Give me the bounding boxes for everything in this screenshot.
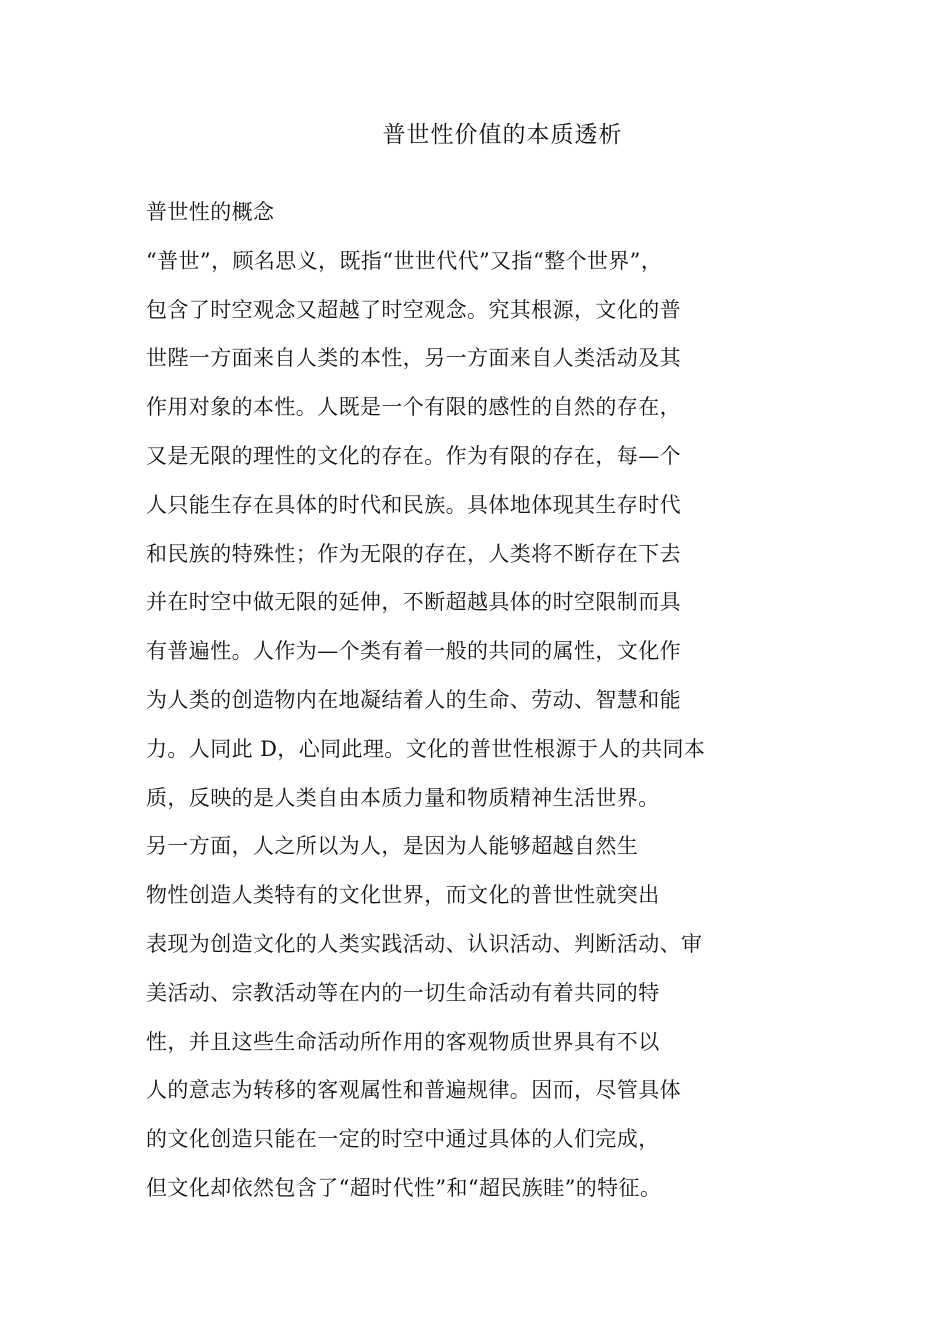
text-line: 又是无限的理性的文化的存在。作为有限的存在，每—个 bbox=[146, 443, 681, 468]
text-line: 另一方面，人之所以为人，是因为人能够超越自然生 bbox=[146, 834, 639, 859]
text-line: 力。人同此 D，心同此理。文化的普世性根源于人的共同本 bbox=[146, 736, 706, 761]
text-line: 表现为创造文化的人类实践活动、认识活动、判断活动、审 bbox=[146, 931, 703, 956]
section-heading: 普世性的概念 bbox=[146, 200, 275, 224]
text-line: 美活动、宗教活动等在内的一切生命活动有着共同的特 bbox=[146, 980, 660, 1005]
text-line: 世陛一方面来自人类的本性，另一方面来自人类活动及其 bbox=[146, 346, 681, 371]
text-line: 有普遍性。人作为—个类有着一般的共同的属性，文化作 bbox=[146, 639, 681, 664]
text-line: 作用对象的本性。人既是一个有限的感性的自然的存在， bbox=[146, 395, 681, 420]
text-line: 人的意志为转移的客观属性和普遍规律。因而，尽管具体 bbox=[146, 1078, 681, 1103]
text-line: 但文化却依然包含了“超时代性”和“超民族眭”的特征。 bbox=[146, 1175, 662, 1200]
document-title: 普世性价值的本质透析 bbox=[382, 122, 623, 148]
text-line: 人只能生存在具体的时代和民族。具体地体现其生存时代 bbox=[146, 492, 681, 517]
text-line: 物性创造人类特有的文化世界，而文化的普世性就突出 bbox=[146, 883, 660, 908]
text-line: 质，反映的是人类自由本质力量和物质精神生活世界。 bbox=[146, 785, 660, 810]
text-line: 为人类的创造物内在地凝结着人的生命、劳动、智慧和能 bbox=[146, 687, 681, 712]
body-text bbox=[146, 196, 766, 1221]
text-line: 性，并且这些生命活动所作用的客观物质世界具有不以 bbox=[146, 1029, 660, 1054]
text-line: “普世”，顾名思义，既指“世世代代”又指“整个世界”， bbox=[146, 248, 663, 273]
text-line: 并在时空中做无限的延伸，不断超越具体的时空限制而具 bbox=[146, 590, 681, 615]
text-line: 和民族的特殊性；作为无限的存在，人类将不断存在下去 bbox=[146, 541, 681, 566]
text-line: 的文化创造只能在一定的时空中通过具体的人们完成， bbox=[146, 1127, 660, 1152]
text-line: 包含了时空观念又超越了时空观念。究其根源，文化的普 bbox=[146, 297, 681, 322]
